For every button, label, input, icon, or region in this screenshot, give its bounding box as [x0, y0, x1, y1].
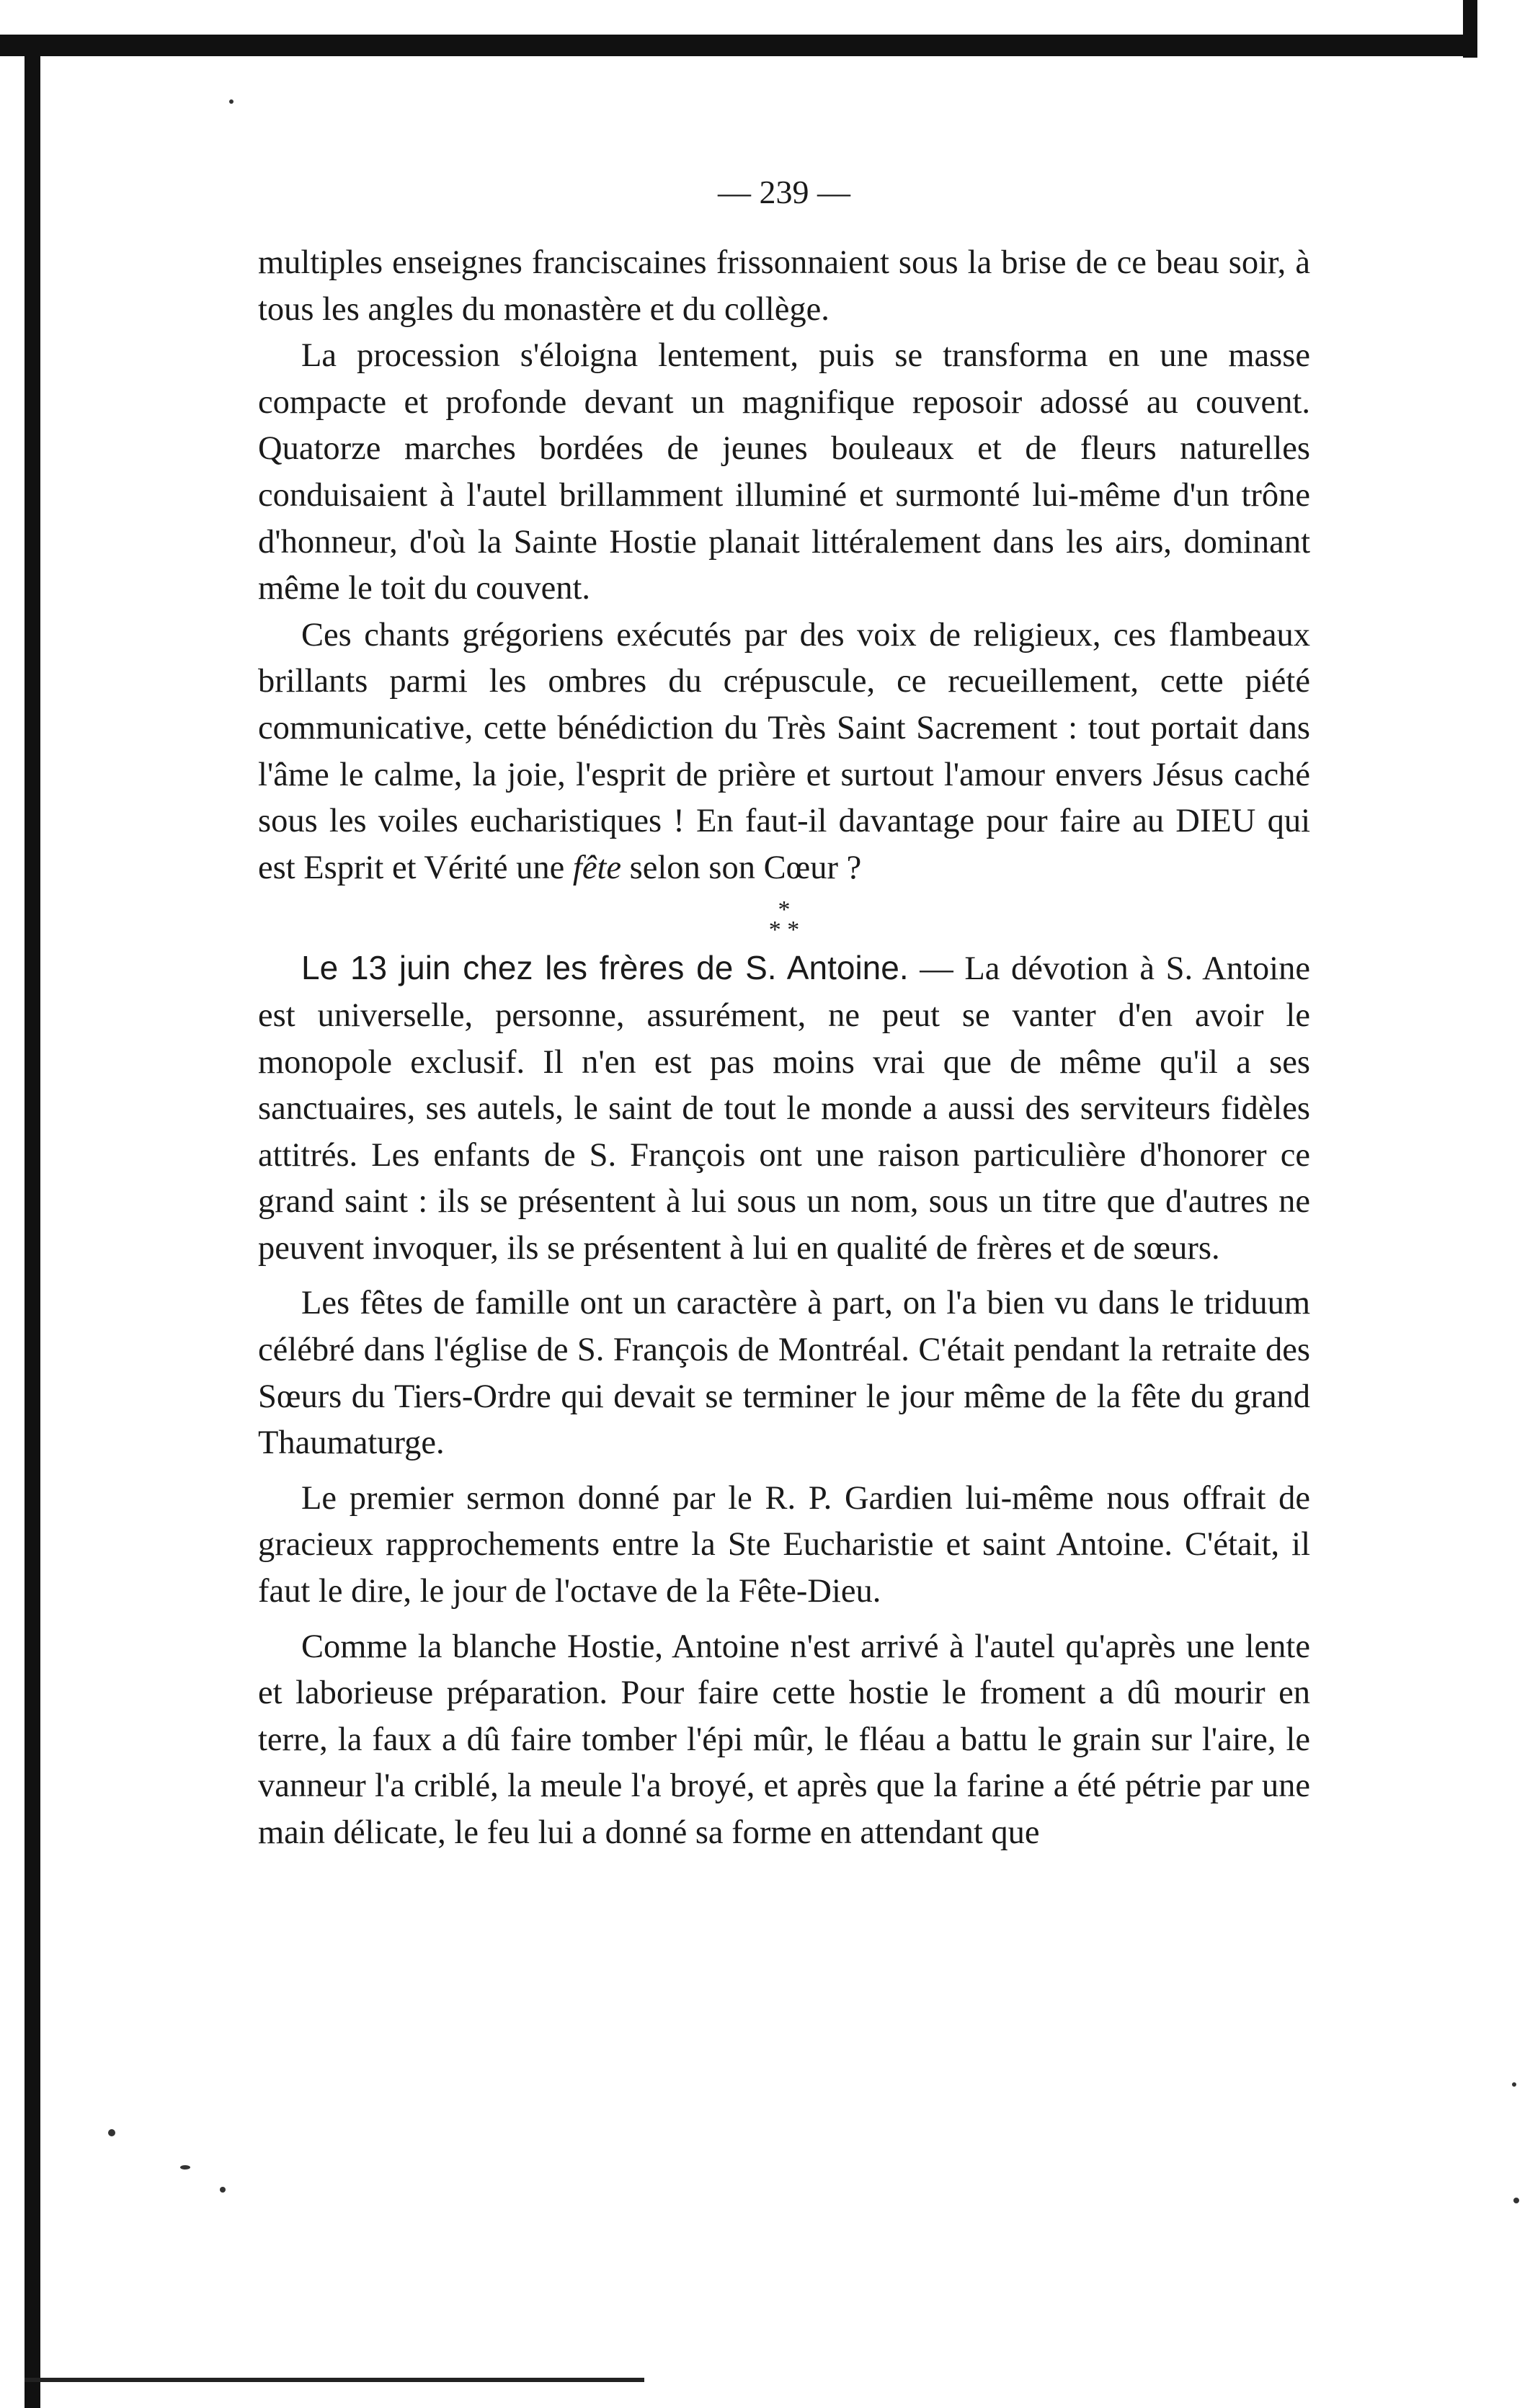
scan-speck	[180, 2165, 190, 2170]
scan-speck	[1512, 2082, 1516, 2087]
paragraph-hostie: Comme la blanche Hostie, Antoine n'est arrivé à l'autel qu'après une lente et laborieuse préparation. Pour faire cette hostie le froment a dû mourir en terre, la faux a dû faire tomber l'épi mûr, le fléau a battu le grain sur l'aire, le vanneur l'a criblé, la meule l'a broyé, et après que la farine a été pétrie par une main délicate, le feu lui a donné sa forme en attendant que	[258, 1628, 1310, 1851]
scan-speck	[108, 2129, 115, 2136]
scan-border-corner	[1463, 0, 1477, 58]
paragraph-antoine-text: — La dévotion à S. Antoine est universelle, personne, assurément, ne peut se vanter d'en avoir le monopole exclusif. Il n'en est pas moins vrai que de même qu'il a ses sanctuaires, ses autels, le saint de tout le monde a aussi des serviteurs fidèles attitrés. Les enfants de S. François ont une raison particulière d'honorer ce grand saint : ils se présentent à lui sous un nom, sous un titre que d'autres ne peuvent invoquer, ils se présentent à lui en qualité de frères et de sœurs.	[258, 950, 1310, 1267]
paragraph-continuation: multiples enseignes franciscaines frissonnaient sous la brise de ce beau soir, à tous les angles du monastère et du collège.	[258, 244, 1310, 328]
scan-border-top	[0, 35, 1470, 56]
paragraph-chants	[258, 612, 1310, 892]
paragraph-fetes: Les fêtes de famille ont un caractère à part, on l'a bien vu dans le triduum célébré dans l'église de S. François de Montréal. C'était pendant la retraite des Sœurs du Tiers-Ordre qui devait se terminer le jour même de la fête du grand Thaumaturge.	[258, 1285, 1310, 1462]
paragraph-chants-end: selon son Cœur ?	[629, 849, 862, 886]
section-asterism	[258, 896, 1310, 944]
scan-speck	[220, 2187, 226, 2193]
scan-border-left	[25, 43, 40, 2408]
paragraph-sermon: Le premier sermon donné par le R. P. Gardien lui-même nous offrait de gracieux rapprochements entre la Ste Eucharistie et saint Antoine. C'était, il faut le dire, le jour de l'octave de la Fête-Dieu.	[258, 1479, 1310, 1610]
scan-speck	[229, 99, 233, 104]
asterism-bottom: * *	[768, 917, 800, 944]
paragraph-antoine	[258, 945, 1310, 1272]
section-heading: Le 13 juin chez les frères de S. Antoine.	[301, 949, 909, 987]
paragraph-chants-text: Ces chants grégoriens exécutés par des voix de religieux, ces flambeaux brillants parmi les ombres du crépuscule, ce recueillement, cette piété communicative, cette bénédiction du Très Saint Sacrement : tout portait dans l'âme le calme, la joie, l'esprit de prière et surtout l'amour envers Jésus caché sous les voiles eucharistiques ! En faut-il davantage pour faire au DIEU qui est Esprit et Vérité une	[258, 616, 1310, 886]
scan-speck	[1513, 2198, 1519, 2203]
paragraph-procession: La procession s'éloigna lentement, puis se transforma en une masse compacte et profonde devant un magnifique reposoir adossé au couvent. Quatorze marches bordées de jeunes bouleaux et de fleurs naturelles conduisaient à l'autel brillamment illuminé et surmonté lui-même d'un trône d'honneur, d'où la Sainte Hostie planait littéralement dans les airs, dominant même le toit du couvent.	[258, 337, 1310, 607]
book-page	[258, 173, 1310, 1857]
italic-fete: fête	[572, 849, 622, 886]
page-number: — 239 —	[718, 174, 850, 210]
scan-border-bottom	[25, 2378, 644, 2382]
asterism-top: *	[778, 896, 791, 924]
